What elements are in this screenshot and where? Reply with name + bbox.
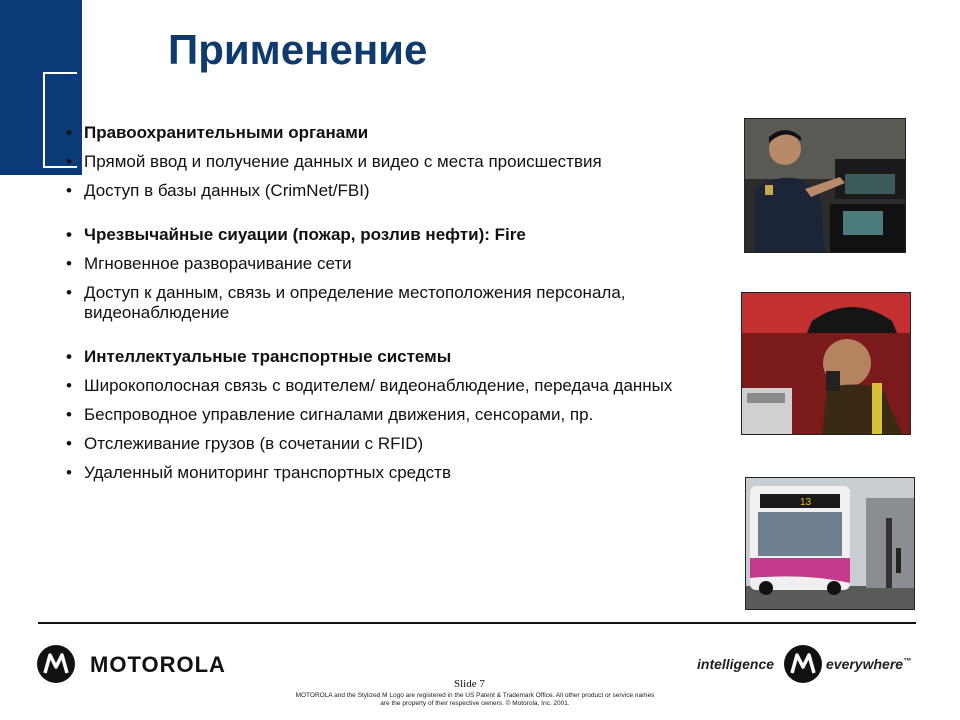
bullet-text: Доступ к данным, связь и определение местоположения персонала, видеонаблюдение [84, 283, 626, 322]
tagline-everywhere: everywhere™ [826, 656, 912, 672]
bullet-icon: • [66, 225, 72, 244]
bullet-icon: • [66, 283, 72, 302]
bus-route-sign: 13 [800, 497, 812, 508]
section-heading-item [62, 225, 732, 245]
bullet-icon: • [66, 152, 72, 171]
section-heading-item [62, 123, 732, 143]
bullet-text: Чрезвычайные сиуации (пожар, розлив нефти): Fire [84, 225, 526, 244]
bullet-text: Прямой ввод и получение данных и видео с места происшествия [84, 152, 602, 171]
bullet-icon: • [66, 347, 72, 366]
tagline-intelligence: intelligence [697, 656, 775, 672]
bullet-icon: • [66, 434, 72, 453]
bullet-item [62, 152, 732, 172]
bullet-text: Правоохранительными органами [84, 123, 369, 142]
bullet-item [62, 376, 732, 396]
slide-title: Применение [168, 26, 428, 73]
bullet-icon: • [66, 181, 72, 200]
bullet-icon: • [66, 123, 72, 142]
bullet-list [62, 123, 732, 492]
motorola-wordmark: MOTOROLA [90, 652, 226, 677]
bullet-icon: • [66, 376, 72, 395]
bullet-icon: • [66, 463, 72, 482]
bullet-text: Мгновенное разворачивание сети [84, 254, 352, 273]
tagline-m-logo-icon [784, 645, 822, 683]
firefighter-photo [741, 292, 911, 435]
bullet-icon: • [66, 405, 72, 424]
slide-number: Slide 7 [454, 678, 485, 690]
bullet-item [62, 405, 732, 425]
bullet-icon: • [66, 254, 72, 273]
motorola-m-logo-icon [37, 645, 75, 683]
footer-divider [38, 622, 916, 624]
bullet-item [62, 463, 732, 483]
section-heading-item [62, 347, 732, 367]
bullet-item [62, 283, 732, 323]
bullet-text: Удаленный мониторинг транспортных средств [84, 463, 451, 482]
bus-photo [745, 477, 915, 610]
bullet-item [62, 434, 732, 454]
police-officer-photo [744, 118, 906, 253]
bullet-text: Интеллектуальные транспортные системы [84, 347, 452, 366]
bullet-text: Отслеживание грузов (в сочетании с RFID) [84, 434, 424, 453]
bullet-text: Доступ в базы данных (CrimNet/FBI) [84, 181, 370, 200]
bullet-text: Беспроводное управление сигналами движения, сенсорами, пр. [84, 405, 594, 424]
bullet-item [62, 181, 732, 201]
bullet-item [62, 254, 732, 274]
bullet-text: Широкополосная связь с водителем/ видеонаблюдение, передача данных [84, 376, 673, 395]
legal-notice: MOTOROLA and the Stylized M Logo are registered in the US Patent & Trademark Office. All other product or service names are the property of their respective owners. © Motorola, Inc. 2001. [295, 692, 655, 707]
